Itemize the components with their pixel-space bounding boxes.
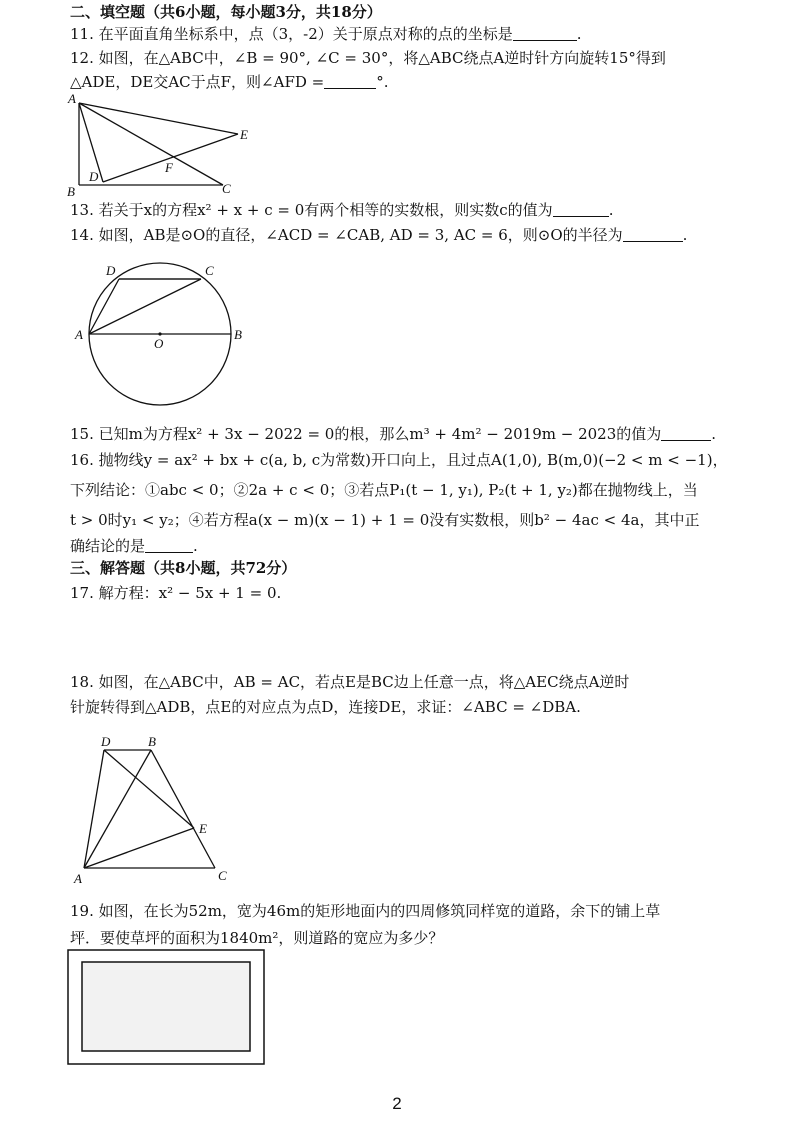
q14-text: 14. 如图，AB是⊙O的直径，∠ACD = ∠CAB, AD = 3, AC = 6，则⊙O的半径为: [70, 226, 623, 244]
question-19-line1: 19. 如图，在长为52m，宽为46m的矩形地面内的四周修筑同样宽的道路，余下的铺上草: [70, 902, 661, 920]
q12-degree: °: [376, 73, 384, 91]
question-15: 15. 已知m为方程x² + 3x − 2022 = 0的根，那么m³ + 4m² − 2019m − 2023的值为 .: [70, 425, 717, 443]
fig14-label-C: C: [205, 263, 214, 278]
fig18-label-C: C: [218, 868, 227, 883]
q16-blank: [145, 538, 193, 553]
figure-18: [70, 735, 240, 885]
question-12-line1: 12. 如图，在△ABC中，∠B = 90°, ∠C = 30°，将△ABC绕点A逆时针方向旋转15°得到: [70, 49, 666, 67]
fig12-label-B: B: [67, 184, 75, 199]
question-18-line2: 针旋转得到△ADB，点E的对应点为点D，连接DE，求证：∠ABC = ∠DBA.: [70, 698, 581, 716]
figure-14: [70, 258, 250, 428]
question-19-line2: 坪．要使草坪的面积为1840m²，则道路的宽应为多少？: [70, 929, 444, 947]
q12-text: △ADE，DE交AC于点F，则∠AFD =: [70, 73, 325, 91]
q12-blank: [324, 74, 376, 89]
q13-text: 13. 若关于x的方程x² + x + c = 0有两个相等的实数根，则实数c的值为: [70, 201, 553, 219]
question-13: 13. 若关于x的方程x² + x + c = 0有两个相等的实数根，则实数c的值为 .: [70, 201, 614, 219]
question-16-line2: 下列结论：①abc < 0；②2a + c < 0；③若点P₁(t − 1, y₁), P₂(t + 1, y₂)都在抛物线上，当: [70, 481, 698, 499]
question-14: 14. 如图，AB是⊙O的直径，∠ACD = ∠CAB, AD = 3, AC = 6，则⊙O的半径为 .: [70, 226, 688, 244]
figure-19: [64, 945, 274, 1070]
section2-title: 二、填空题（共6小题，每小题3分，共18分）: [70, 3, 382, 21]
q14-blank: [623, 227, 683, 242]
q15-text: 15. 已知m为方程x² + 3x − 2022 = 0的根，那么m³ + 4m² − 2019m − 2023的值为: [70, 425, 662, 443]
fig18-label-E: E: [199, 821, 207, 836]
figure-12: [60, 92, 260, 198]
fig12-label-A: A: [68, 91, 76, 106]
question-12-line2: △ADE，DE交AC于点F，则∠AFD = °.: [70, 73, 389, 91]
q11-blank: [513, 26, 577, 41]
fig12-label-D: D: [89, 169, 99, 184]
question-11: 11. 在平面直角坐标系中，点（3，-2）关于原点对称的点的坐标是 .: [70, 25, 582, 43]
fig12-label-F: F: [165, 160, 173, 175]
page-number: 2: [392, 1094, 402, 1113]
section3-title: 三、解答题（共8小题，共72分）: [70, 559, 297, 577]
fig18-label-A: A: [74, 871, 82, 886]
fig14-label-D: D: [106, 263, 116, 278]
fig12-label-C: C: [222, 181, 231, 196]
fig12-label-E: E: [240, 127, 248, 142]
question-16-line3: t > 0时y₁ < y₂；④若方程a(x − m)(x − 1) + 1 = 0没有实数根，则b² − 4ac < 4a，其中正: [70, 511, 700, 529]
fig14-label-O: O: [154, 336, 164, 351]
fig14-label-A: A: [75, 327, 83, 342]
question-16-line4: 确结论的是 .: [70, 537, 198, 555]
question-17: 17. 解方程：x² − 5x + 1 = 0.: [70, 584, 282, 602]
q13-blank: [553, 202, 609, 217]
fig18-label-B: B: [148, 734, 156, 749]
question-18-line1: 18. 如图，在△ABC中，AB = AC，若点E是BC边上任意一点，将△AEC绕点A逆时: [70, 673, 630, 691]
q16-text: 确结论的是: [70, 537, 146, 555]
fig18-label-D: D: [101, 734, 111, 749]
q11-text: 11. 在平面直角坐标系中，点（3，-2）关于原点对称的点的坐标是: [70, 25, 513, 43]
fig14-label-B: B: [234, 327, 242, 342]
q15-blank: [661, 426, 711, 441]
question-16-line1: 16. 抛物线y = ax² + bx + c(a, b, c为常数)开口向上，且过点A(1,0), B(m,0)(−2 < m < −1)，: [70, 451, 728, 469]
